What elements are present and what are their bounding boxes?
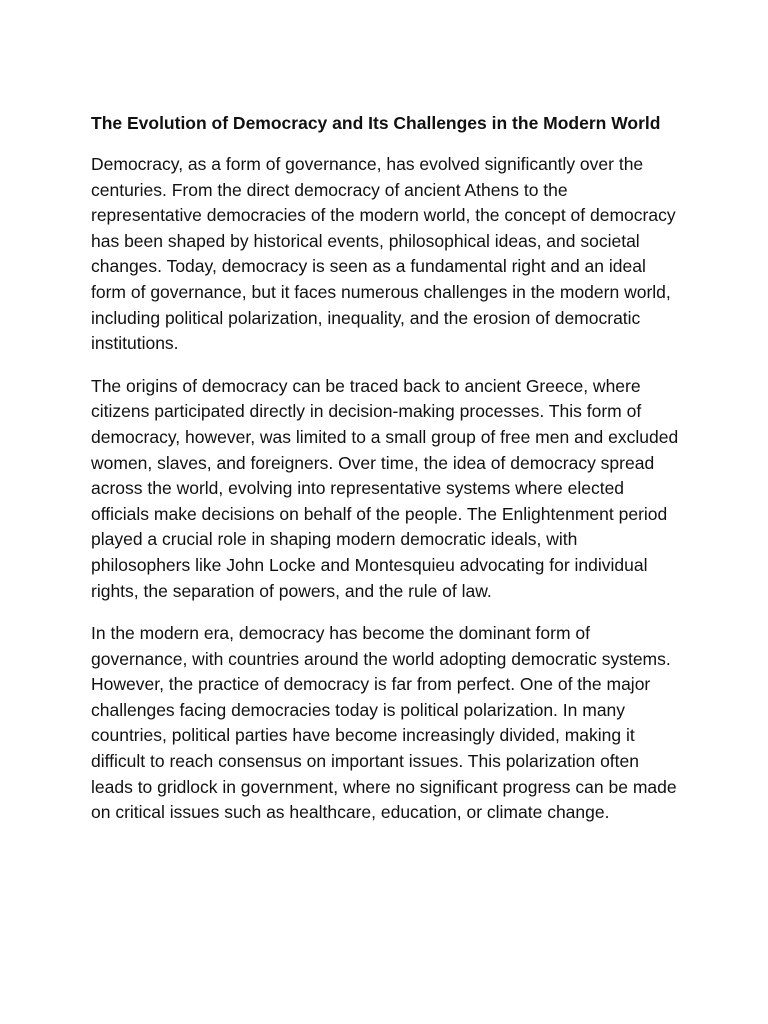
paragraph-intro: Democracy, as a form of governance, has evolved significantly over the centuries. From the direct democracy of ancient Athens to the representative democracies of the modern world, the concept of democracy has been shaped by historical events, philosophical ideas, and societal changes. Today, democracy is seen as a fundamental right and an ideal form of governance, but it faces numerous challenges in the modern world, including political polarization, inequality, and the erosion of democratic institutions.: [91, 154, 676, 354]
paragraph-modern-era: In the modern era, democracy has become the dominant form of governance, with countries around the world adopting democratic systems. However, the practice of democracy is far from perfect. One of the major challenges facing democracies today is political polarization. In many countries, political parties have become increasingly divided, making it difficult to reach consensus on important issues. This polarization often leads to gridlock in government, where no significant progress can be made on critical issues such as healthcare, education, or climate change.: [91, 623, 677, 823]
paragraph-origins: The origins of democracy can be traced back to ancient Greece, where citizens participated directly in decision-making processes. This form of democracy, however, was limited to a small group of free men and excluded women, slaves, and foreigners. Over time, the idea of democracy spread across the world, evolving into representative systems where elected officials make decisions on behalf of the people. The Enlightenment period played a crucial role in shaping modern democratic ideals, with philosophers like John Locke and Montesquieu advocating for individual rights, the separation of powers, and the rule of law.: [91, 375, 679, 601]
document-page: [91, 111, 681, 843]
document-title: The Evolution of Democracy and Its Challenges in the Modern World: [91, 113, 661, 133]
